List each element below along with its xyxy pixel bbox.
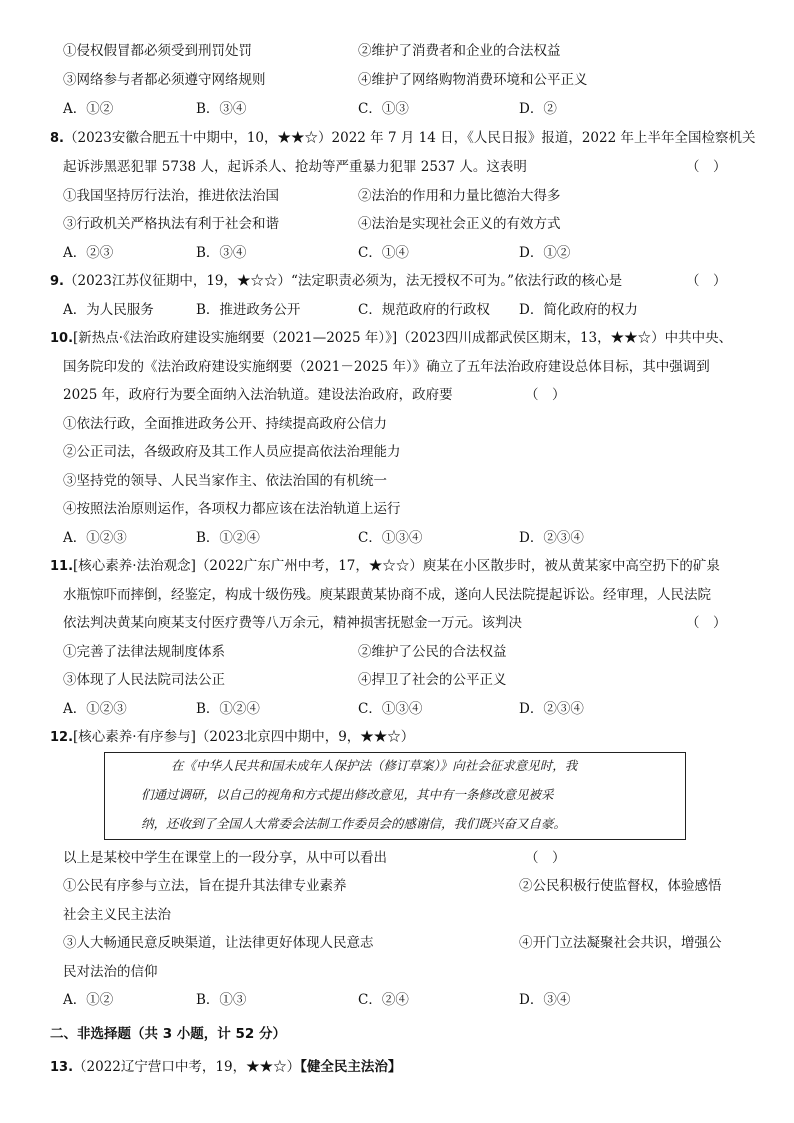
q11-option-1: ①完善了法律法规制度体系 xyxy=(63,644,225,660)
q12-option-2b: 社会主义民主法治 xyxy=(63,907,171,923)
q12-quote-line2: 们通过调研，以自己的视角和方式提出修改意见，其中有一条修改意见被采 xyxy=(141,787,554,802)
q11-option-2: ②维护了公民的合法权益 xyxy=(358,644,507,660)
q11-stem-line1: 11.[核心素养·法治观念]（2022广东广州中考，17，★☆☆）庾某在小区散步时，被从黄某家中高空扔下的矿泉 xyxy=(50,558,720,574)
q9-number: 9. xyxy=(50,274,64,289)
q12-choice-a: A．①② xyxy=(63,992,114,1008)
q7-option-4: ④维护了网络购物消费环境和公平正义 xyxy=(358,72,588,88)
q12-option-4a: ④开门立法凝聚社会共识，增强公 xyxy=(519,935,722,951)
q10-option-2: ②公正司法，各级政府及其工作人员应提高依法治理能力 xyxy=(63,444,401,460)
q12-choice-c: C．②④ xyxy=(358,992,409,1008)
q7-choice-d: D．② xyxy=(519,101,557,117)
q11-option-3: ③体现了人民法院司法公正 xyxy=(63,672,225,688)
q11-option-4: ④捍卫了社会的公平正义 xyxy=(358,672,507,688)
q7-choice-c: C．①③ xyxy=(358,101,409,117)
q13-topic-tag: 【健全民主法治】 xyxy=(300,1059,402,1075)
q12-quote-line1: 在《中华人民共和国未成年人保护法（修订草案）》向社会征求意见时，我 xyxy=(171,758,578,773)
q12-answer-bracket: （ ） xyxy=(525,850,566,866)
q8-option-1: ①我国坚持厉行法治，推进依法治国 xyxy=(63,188,279,204)
q12-option-1: ①公民有序参与立法，旨在提升其法律专业素养 xyxy=(63,878,347,894)
q11-choice-a: A．①②③ xyxy=(63,701,127,717)
q9-choice-b: B．推进政务公开 xyxy=(196,302,301,318)
q7-choice-b: B．③④ xyxy=(196,101,247,117)
q10-choice-d: D．②③④ xyxy=(519,530,584,546)
q7-choice-a: A．①② xyxy=(63,101,114,117)
q12-stem-line1: 12.[核心素养·有序参与]（2023北京四中期中，9，★★☆） xyxy=(50,729,415,745)
q12-stem-line2: 以上是某校中学生在课堂上的一段分享，从中可以看出 xyxy=(63,850,387,866)
q12-quote-line3: 纳，还收到了全国人大常委会法制工作委员会的感谢信，我们既兴奋又自豪。 xyxy=(141,816,567,831)
q11-choice-b: B．①②④ xyxy=(196,701,260,717)
q12-choice-b: B．①③ xyxy=(196,992,247,1008)
q9-stem-line1: 9.（2023江苏仪征期中，19，★☆☆）“法定职责必须为，法无授权不可为。”依法行政的核心是 xyxy=(50,273,623,289)
q9-choice-c: C．规范政府的行政权 xyxy=(358,302,490,318)
q8-stem-line2: 起诉涉黑恶犯罪 5738 人，起诉杀人、抢劫等严重暴力犯罪 2537 人。这表明 xyxy=(63,159,527,175)
q8-option-4: ④法治是实现社会正义的有效方式 xyxy=(358,216,561,232)
q12-option-2a: ②公民积极行使监督权，体验感悟 xyxy=(519,878,722,894)
section-heading: 二、非选择题（共 3 小题，计 52 分） xyxy=(50,1026,286,1042)
q10-number: 10. xyxy=(50,331,74,346)
q8-answer-bracket: （ ） xyxy=(686,159,727,175)
q9-answer-bracket: （ ） xyxy=(686,273,727,289)
q7-option-1: ①侵权假冒都必须受到刑罚处罚 xyxy=(63,43,252,59)
q10-option-1: ①依法行政，全面推进政务公开、持续提高政府公信力 xyxy=(63,416,387,432)
q8-option-2: ②法治的作用和力量比德治大得多 xyxy=(358,188,561,204)
q10-answer-bracket: （ ） xyxy=(525,387,566,403)
q10-choice-b: B．①②④ xyxy=(196,530,260,546)
q8-choice-b: B．③④ xyxy=(196,245,247,261)
q10-stem-line1: 10.[新热点·《法治政府建设实施纲要（2021—2025 年）》]（2023四川成都武侯区期末，13，★★☆）中共中央、 xyxy=(50,330,733,346)
q8-number: 8. xyxy=(50,131,64,146)
q12-number: 12. xyxy=(50,730,74,745)
q11-choice-d: D．②③④ xyxy=(519,701,584,717)
q8-choice-d: D．①② xyxy=(519,245,571,261)
q8-choice-a: A．②③ xyxy=(63,245,114,261)
q12-quote-box xyxy=(104,752,686,840)
q10-option-3: ③坚持党的领导、人民当家作主、依法治国的有机统一 xyxy=(63,473,387,489)
q9-choice-d: D．简化政府的权力 xyxy=(519,302,638,318)
q12-option-4b: 民对法治的信仰 xyxy=(63,964,158,980)
q10-stem-line3: 2025 年，政府行为要全面纳入法治轨道。建设法治政府，政府要 xyxy=(63,387,453,403)
q7-option-3: ③网络参与者都必须遵守网络规则 xyxy=(63,72,266,88)
q13-stem-line1: 13.（2022辽宁营口中考，19，★★☆）【健全民主法治】 xyxy=(50,1059,402,1075)
q10-option-4: ④按照法治原则运作，各项权力都应该在法治轨道上运行 xyxy=(63,501,401,517)
q13-number: 13. xyxy=(50,1060,74,1075)
q9-choice-a: A．为人民服务 xyxy=(63,302,154,318)
q11-choice-c: C．①③④ xyxy=(358,701,423,717)
q11-stem-line2: 水瓶惊吓而摔倒，经鉴定，构成十级伤残。庾某跟黄某协商不成，遂向人民法院提起诉讼。经审理，人民法院 xyxy=(63,587,711,603)
q7-option-2: ②维护了消费者和企业的合法权益 xyxy=(358,43,561,59)
q8-choice-c: C．①④ xyxy=(358,245,409,261)
q8-option-3: ③行政机关严格执法有利于社会和谐 xyxy=(63,216,279,232)
q12-choice-d: D．③④ xyxy=(519,992,571,1008)
q11-stem-line3: 依法判决黄某向庾某支付医疗费等八万余元，精神损害抚慰金一万元。该判决 xyxy=(63,615,522,631)
q12-option-3: ③人大畅通民意反映渠道，让法律更好体现人民意志 xyxy=(63,935,374,951)
q10-stem-line2: 国务院印发的《法治政府建设实施纲要（2021－2025 年）》确立了五年法治政府建设总体目标，其中强调到 xyxy=(63,359,710,375)
q8-stem-line1: 8.（2023安徽合肥五十中期中，10，★★☆）2022 年 7 月 14 日，《人民日报》报道，2022 年上半年全国检察机关 xyxy=(50,130,756,146)
q11-number: 11. xyxy=(50,559,74,574)
q10-choice-a: A．①②③ xyxy=(63,530,127,546)
q11-answer-bracket: （ ） xyxy=(686,615,727,631)
q10-choice-c: C．①③④ xyxy=(358,530,423,546)
